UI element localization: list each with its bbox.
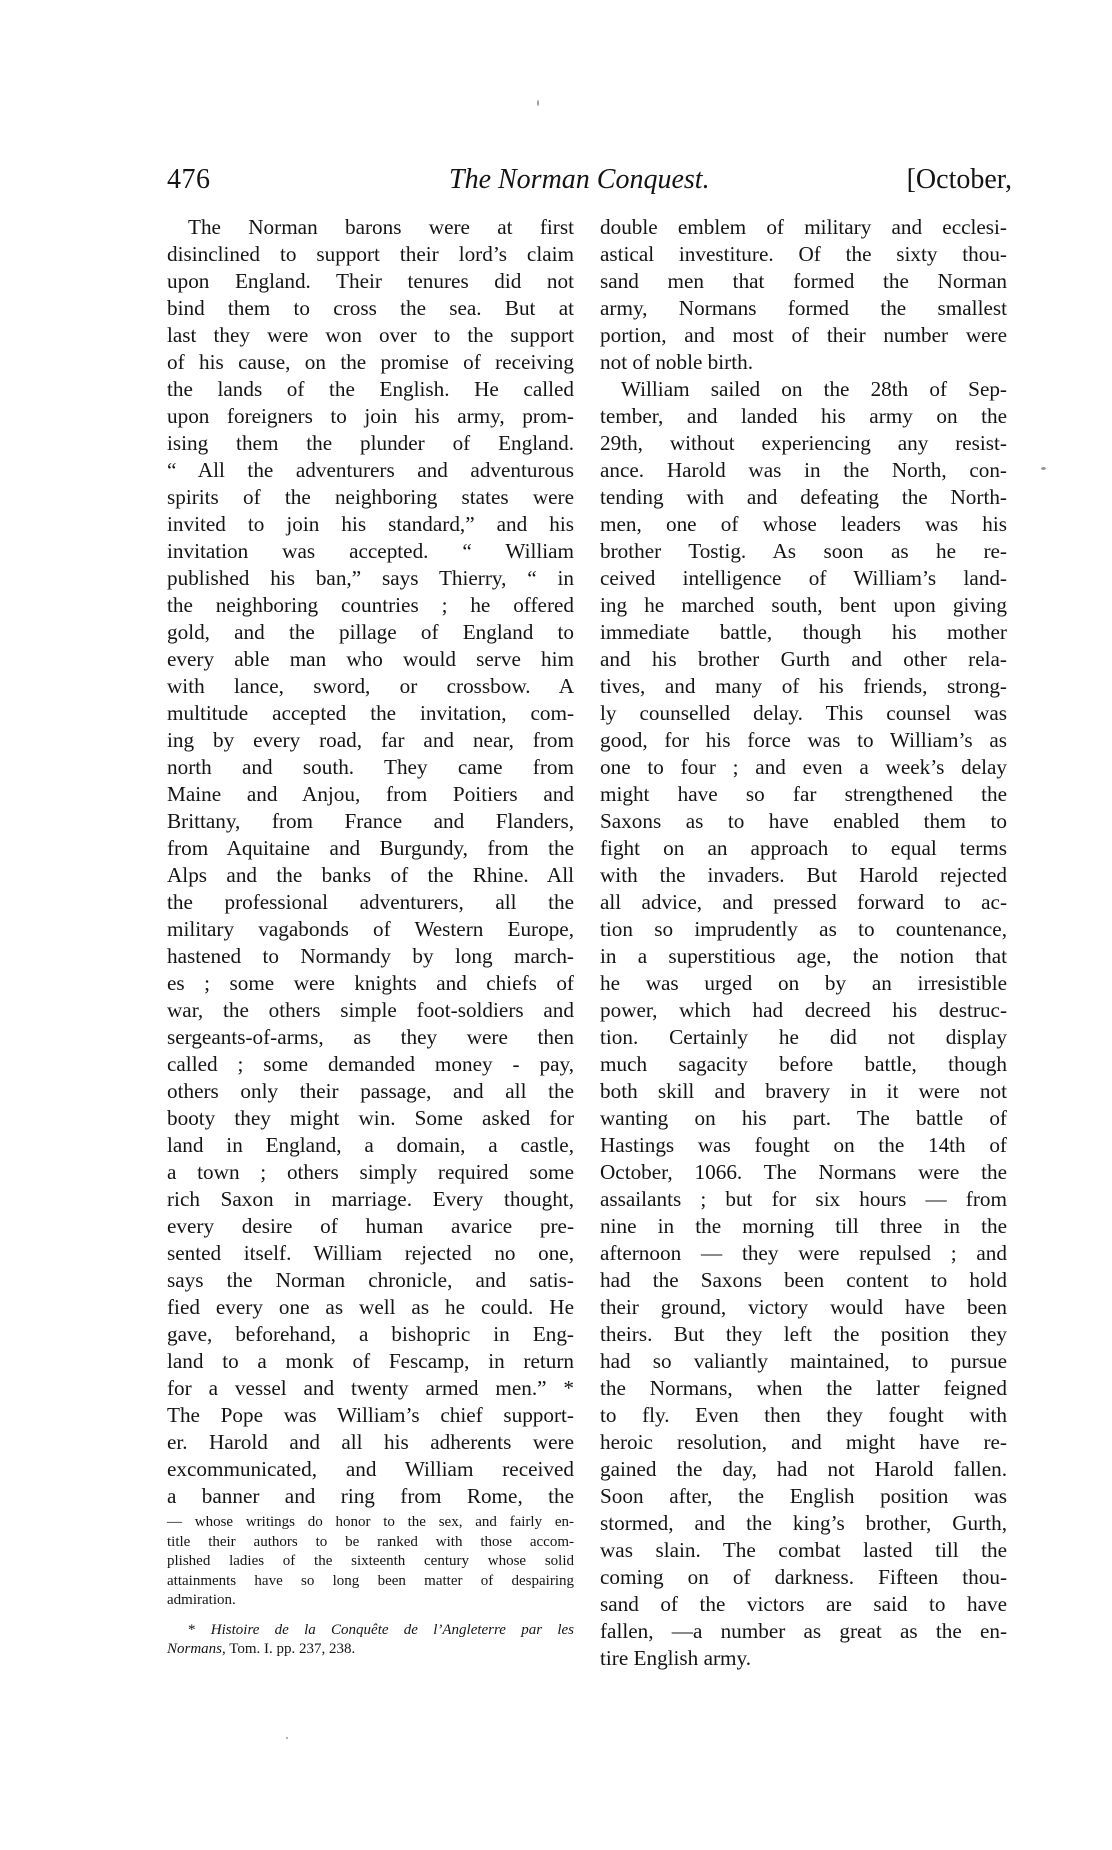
- text-line: land in England, a domain, a castle,: [167, 1133, 574, 1157]
- text-line: invitation was accepted. “ William: [167, 539, 574, 563]
- text-line: er. Harold and all his adherents were: [167, 1430, 574, 1454]
- citation-title: Histoire de la Conquête de l’Angleterre par les: [210, 1621, 575, 1638]
- text-line: gold, and the pillage of England to: [167, 620, 574, 644]
- footnote-line: plished ladies of the sixteenth century whose solid: [167, 1553, 574, 1569]
- text-line: sand of the victors are said to have: [600, 1592, 1007, 1616]
- text-line: booty they might win. Some asked for: [167, 1106, 574, 1130]
- text-line: ing he marched south, bent upon giving: [600, 593, 1007, 617]
- text-line: afternoon — they were repulsed ; and: [600, 1241, 1007, 1265]
- scan-speck: [1041, 467, 1046, 470]
- text-line: Hastings was fought on the 14th of: [600, 1133, 1007, 1157]
- text-line: ance. Harold was in the North, con-: [600, 458, 1007, 482]
- text-line: Soon after, the English position was: [600, 1484, 1007, 1508]
- text-line: men, one of whose leaders was his: [600, 512, 1007, 536]
- text-line: and his brother Gurth and other rela-: [600, 647, 1007, 671]
- right-column: [600, 214, 1007, 1672]
- text-line: The Pope was William’s chief support-: [167, 1403, 574, 1427]
- text-line: one to four ; and even a week’s delay: [600, 755, 1007, 779]
- text-line: tion so imprudently as to countenance,: [600, 917, 1007, 941]
- text-line: brother Tostig. As soon as he re-: [600, 539, 1007, 563]
- text-line: the neighboring countries ; he offered: [167, 593, 574, 617]
- text-line: he was urged on by an irresistible: [600, 971, 1007, 995]
- text-line: last they were won over to the support: [167, 323, 574, 347]
- text-line: war, the others simple foot-soldiers and: [167, 998, 574, 1022]
- text-line: wanting on his part. The battle of: [600, 1106, 1007, 1130]
- text-line: a town ; others simply required some: [167, 1160, 574, 1184]
- text-line: double emblem of military and ecclesi-: [600, 215, 1007, 239]
- text-line: upon England. Their tenures did not: [167, 269, 574, 293]
- text-line: Saxons as to have enabled them to: [600, 809, 1007, 833]
- text-line: invited to join his standard,” and his: [167, 512, 574, 536]
- footnote-line: attainments have so long been matter of despairing: [167, 1572, 574, 1589]
- text-line: disinclined to support their lord’s claim: [167, 242, 574, 266]
- text-line: ly counselled delay. This counsel was: [600, 701, 1007, 725]
- text-line: with lance, sword, or crossbow. A: [167, 674, 574, 698]
- text-line: ising them the plunder of England.: [167, 431, 574, 455]
- text-line: their ground, victory would have been: [600, 1295, 1007, 1319]
- text-line: much sagacity before battle, though: [600, 1052, 1007, 1076]
- text-line: in a superstitious age, the notion that: [600, 944, 1007, 968]
- text-line: north and south. They came from: [167, 755, 574, 779]
- text-line: had so valiantly maintained, to pursue: [600, 1349, 1007, 1373]
- text-line: the lands of the English. He called: [167, 377, 574, 401]
- running-month: [October,: [906, 164, 1012, 195]
- text-line: to fly. Even then they fought with: [600, 1403, 1007, 1427]
- text-line: might have so far strengthened the: [600, 782, 1007, 806]
- text-line: every able man who would serve him: [167, 647, 574, 671]
- text-line: not of noble birth.: [600, 350, 753, 374]
- text-line: Maine and Anjou, from Poitiers and: [167, 782, 574, 806]
- text-line: was slain. The combat lasted till the: [600, 1538, 1007, 1562]
- text-line: sented itself. William rejected no one,: [167, 1241, 574, 1265]
- footnote-citation: [167, 1621, 574, 1641]
- text-line: for a vessel and twenty armed men.” *: [167, 1376, 574, 1400]
- text-line: bind them to cross the sea. But at: [167, 296, 574, 320]
- text-line: ceived intelligence of William’s land-: [600, 566, 1007, 590]
- footnote-marker: *: [188, 1621, 211, 1638]
- text-line: others only their passage, and all the: [167, 1079, 574, 1103]
- text-line: army, Normans formed the smallest: [600, 296, 1007, 320]
- text-line: fallen, —a number as great as the en-: [600, 1619, 1007, 1643]
- scan-speck: [286, 1737, 288, 1739]
- text-line: nine in the morning till three in the: [600, 1214, 1007, 1238]
- text-line: spirits of the neighboring states were: [167, 485, 574, 509]
- text-line: good, for his force was to William’s as: [600, 728, 1007, 752]
- footnote-line: title their authors to be ranked with those accom-: [167, 1533, 574, 1550]
- left-column: [167, 214, 574, 1510]
- text-line: October, 1066. The Normans were the: [600, 1160, 1007, 1184]
- text-line: tending with and defeating the North-: [600, 485, 1007, 509]
- text-line: a banner and ring from Rome, the: [167, 1484, 574, 1508]
- text-line: heroic resolution, and might have re-: [600, 1430, 1007, 1454]
- text-line: of his cause, on the promise of receiving: [167, 350, 574, 374]
- text-line: fight on an approach to equal terms: [600, 836, 1007, 860]
- text-line: the professional adventurers, all the: [167, 890, 574, 914]
- text-line: gave, beforehand, a bishopric in Eng-: [167, 1322, 574, 1346]
- text-line: assailants ; but for six hours — from: [600, 1187, 1007, 1211]
- text-line: tives, and many of his friends, strong-: [600, 674, 1007, 698]
- text-line: coming on of darkness. Fifteen thou-: [600, 1565, 1007, 1589]
- text-line: sand men that formed the Norman: [600, 269, 1007, 293]
- running-head: [167, 164, 1012, 200]
- text-line: stormed, and the king’s brother, Gurth,: [600, 1511, 1007, 1535]
- text-line: had the Saxons been content to hold: [600, 1268, 1007, 1292]
- running-title: The Norman Conquest.: [449, 164, 710, 195]
- text-line: land to a monk of Fescamp, in return: [167, 1349, 574, 1373]
- text-line: portion, and most of their number were: [600, 323, 1007, 347]
- text-line: called ; some demanded money - pay,: [167, 1052, 574, 1076]
- text-line: upon foreigners to join his army, prom-: [167, 404, 574, 428]
- text-line: multitude accepted the invitation, com-: [167, 701, 574, 725]
- text-line: es ; some were knights and chiefs of: [167, 971, 574, 995]
- text-line: gained the day, had not Harold fallen.: [600, 1457, 1007, 1481]
- text-line: tire English army.: [600, 1646, 752, 1670]
- text-line: all advice, and pressed forward to ac-: [600, 890, 1007, 914]
- text-line: William sailed on the 28th of Sep-: [621, 377, 1007, 401]
- text-line: fied every one as well as he could. He: [167, 1295, 574, 1319]
- text-line: astical investiture. Of the sixty thou-: [600, 242, 1007, 266]
- text-line: Brittany, from France and Flanders,: [167, 809, 574, 833]
- text-line: with the invaders. But Harold rejected: [600, 863, 1007, 887]
- text-line: every desire of human avarice pre-: [167, 1214, 574, 1238]
- text-line: tember, and landed his army on the: [600, 404, 1007, 428]
- text-line: 29th, without experiencing any resist-: [600, 431, 1007, 455]
- text-line: Alps and the banks of the Rhine. All: [167, 863, 574, 887]
- scan-speck: [537, 100, 539, 106]
- text-line: says the Norman chronicle, and satis-: [167, 1268, 574, 1292]
- text-line: power, which had decreed his destruc-: [600, 998, 1007, 1022]
- text-line: hastened to Normandy by long march-: [167, 944, 574, 968]
- text-line: immediate battle, though his mother: [600, 620, 1007, 644]
- text-line: military vagabonds of Western Europe,: [167, 917, 574, 941]
- text-line: rich Saxon in marriage. Every thought,: [167, 1187, 574, 1211]
- footnote-citation-cont: [167, 1640, 574, 1660]
- text-line: published his ban,” says Thierry, “ in: [167, 566, 574, 590]
- text-line: ing by every road, far and near, from: [167, 728, 574, 752]
- text-line: The Norman barons were at first: [188, 215, 574, 239]
- text-line: excommunicated, and William received: [167, 1457, 574, 1481]
- citation-title-cont: Normans: [167, 1641, 223, 1657]
- page-number: 476: [167, 164, 211, 195]
- text-line: the Normans, when the latter feigned: [600, 1376, 1007, 1400]
- text-line: theirs. But they left the position they: [600, 1322, 1007, 1346]
- footnotes: [167, 1513, 574, 1660]
- text-line: both skill and bravery in it were not: [600, 1079, 1007, 1103]
- text-line: from Aquitaine and Burgundy, from the: [167, 836, 574, 860]
- text-line: sergeants-of-arms, as they were then: [167, 1025, 574, 1049]
- text-line: tion. Certainly he did not display: [600, 1025, 1007, 1049]
- citation-pages: , Tom. I. pp. 237, 238.: [222, 1641, 356, 1657]
- footnote-line: — whose writings do honor to the sex, and fairly en-: [167, 1514, 574, 1530]
- footnote-line: admiration.: [167, 1592, 236, 1608]
- text-line: “ All the adventurers and adventurous: [167, 458, 574, 482]
